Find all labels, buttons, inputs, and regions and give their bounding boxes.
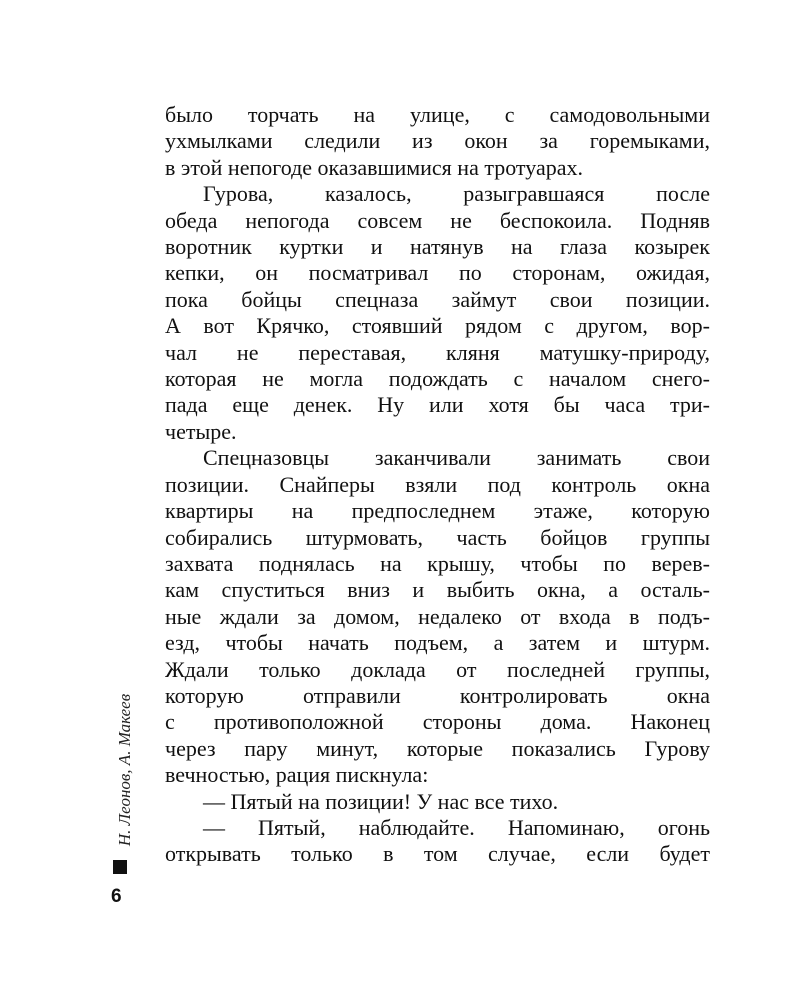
text-line: с противоположной стороны дома. Наконец: [165, 709, 710, 735]
page-marker-square: [113, 860, 127, 874]
text-line: кепки, он посматривал по сторонам, ожидая,: [165, 260, 710, 286]
text-line: было торчать на улице, с самодовольными: [165, 102, 710, 127]
text-line: вечностью, рация пискнула:: [165, 762, 429, 788]
text-line: открывать только в том случае, если будет: [165, 841, 710, 867]
text-line: пада еще денек. Ну или хотя бы часа три-: [165, 392, 710, 418]
text-line: обеда непогода совсем не беспокоила. Подняв: [165, 207, 710, 233]
text-line: воротник куртки и натянув на глаза козырек: [165, 234, 710, 260]
text-line: чал не переставая, кляня матушку-природу,: [165, 339, 710, 365]
dialogue-line: — Пятый на позиции! У нас все тихо.: [203, 788, 559, 814]
dialogue-line: — Пятый, наблюдайте. Напоминаю, огонь: [203, 814, 710, 840]
text-line: А вот Крячко, стоявший рядом с другом, вор-: [165, 313, 710, 339]
text-line: ухмылками следили из окон за горемыками,: [165, 128, 710, 154]
page-body-text: [165, 102, 710, 868]
text-line: ные ждали за домом, недалеко от входа в подъ-: [165, 603, 710, 629]
text-line: пока бойцы спецназа займут свои позиции.: [165, 286, 710, 312]
text-line: езд, чтобы начать подъем, а затем и штурм.: [165, 630, 710, 656]
text-line: четыре.: [165, 418, 237, 444]
page-number: 6: [111, 886, 122, 907]
running-head-text: Н. Леонов, А. Макеев: [115, 693, 134, 847]
text-line: которая не могла подождать с началом снего-: [165, 366, 710, 392]
text-line: собирались штурмовать, часть бойцов группы: [165, 524, 710, 550]
text-line: захвата поднялась на крышу, чтобы по верев-: [165, 550, 710, 576]
text-line: Ждали только доклада от последней группы,: [165, 656, 710, 682]
text-line: в этой непогоде оказавшимися на тротуарах.: [165, 154, 583, 180]
text-line: Гурова, казалось, разыгравшаяся после: [203, 181, 710, 207]
text-line: Спецназовцы заканчивали занимать свои: [203, 445, 710, 471]
text-line: кам спуститься вниз и выбить окна, а осталь-: [165, 577, 710, 603]
text-line: квартиры на предпоследнем этаже, которую: [165, 498, 710, 524]
text-line: через пару минут, которые показались Гурову: [165, 735, 710, 761]
text-line: которую отправили контролировать окна: [165, 682, 710, 708]
running-head-author: [111, 690, 139, 850]
text-line: позиции. Снайперы взяли под контроль окна: [165, 471, 710, 497]
